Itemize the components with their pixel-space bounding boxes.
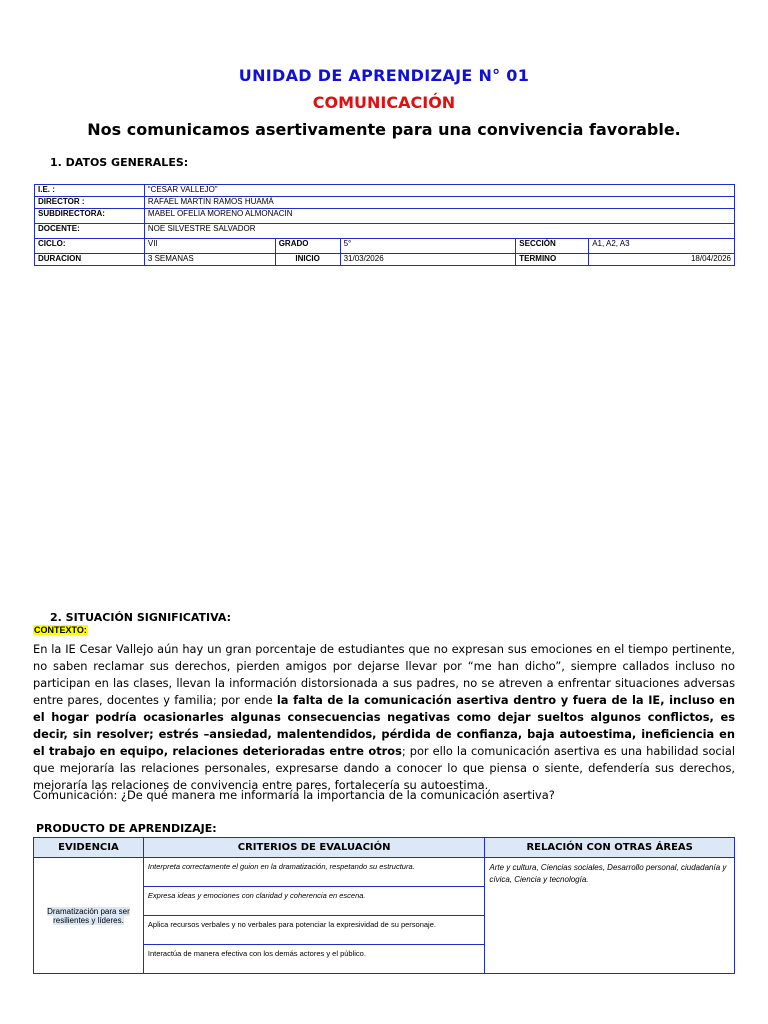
guiding-question: Comunicación: ¿De qué manera me informaría la importancia de la comunicación asertiva?	[33, 788, 555, 802]
director-value: RAFAEL MARTIN RAMOS HUAMÁ	[144, 197, 734, 209]
ciclo-label: CICLO:	[35, 239, 145, 254]
datos-generales-heading: 1. DATOS GENERALES:	[50, 156, 189, 169]
situacion-paragraph	[33, 641, 735, 794]
unit-title: UNIDAD DE APRENDIZAJE N° 01	[238, 66, 530, 85]
area-title: COMUNICACIÓN	[312, 93, 456, 112]
ie-value: “CESAR VALLEJO”	[144, 185, 734, 197]
subdirectora-label: SUBDIRECTORA:	[35, 209, 145, 224]
situacion-text-1: En la IE Cesar Vallejo aún hay un gran porcentaje de estudiantes que no expresan sus emociones en el tiempo pertinente, no saben reclamar sus derechos, pierden amigos por dejarse llevar por “me han dicho”, siempre callados incluso no participan en las clases, llevan la información distorsionada a sus padres, no se atreven a enfrentar situaciones adversas entre pares, docentes y familia; por ende	[33, 642, 735, 707]
evidencia-text: Dramatización para ser resilientes y líderes.	[47, 906, 130, 925]
criterio-item: Expresa ideas y emociones con claridad y coherencia en escena.	[143, 887, 484, 916]
unit-subtitle: Nos comunicamos asertivamente para una convivencia favorable.	[87, 120, 681, 139]
relacion-cell: Arte y cultura, Ciencias sociales, Desarrollo personal, ciudadanía y cívica, Ciencia y tecnología.	[485, 858, 735, 974]
duracion-value: 3 SEMANAS	[144, 254, 275, 266]
grado-value: 5°	[340, 239, 516, 254]
evidencia-cell	[34, 858, 144, 974]
termino-value: 18/04/2026	[589, 254, 735, 266]
director-label: DIRECTOR :	[35, 197, 145, 209]
docente-label: DOCENTE:	[35, 224, 145, 239]
criterio-item: Aplica recursos verbales y no verbales para potenciar la expresividad de su personaje.	[143, 916, 484, 945]
situacion-heading: 2. SITUACIÓN SIGNIFICATIVA:	[50, 611, 232, 624]
criterio-item: Interactúa de manera efectiva con los demás actores y el público.	[143, 945, 484, 974]
contexto-label: CONTEXTO:	[34, 625, 87, 635]
grado-label: GRADO	[275, 239, 340, 254]
subdirectora-value: MABEL OFELIA MORENO ALMONACIN	[144, 209, 734, 224]
evidencia-header: EVIDENCIA	[34, 838, 144, 858]
producto-heading: PRODUCTO DE APRENDIZAJE:	[36, 822, 217, 835]
criterios-header: CRITERIOS DE EVALUACIÓN	[143, 838, 484, 858]
producto-table	[33, 837, 735, 974]
termino-label: TERMINO	[516, 254, 589, 266]
relacion-header: RELACIÓN CON OTRAS ÁREAS	[485, 838, 735, 858]
datos-generales-table	[34, 184, 735, 266]
seccion-value: A1, A2, A3	[589, 239, 735, 254]
docente-value: NOE SILVESTRE SALVADOR	[144, 224, 734, 239]
inicio-label: INICIO	[275, 254, 340, 266]
ie-label: I.E. :	[35, 185, 145, 197]
seccion-label: SECCIÓN	[516, 239, 589, 254]
inicio-value: 31/03/2026	[340, 254, 516, 266]
ciclo-value: VII	[144, 239, 275, 254]
situacion-text-bold: la falta de la comunicación asertiva dentro y fuera de la IE, incluso en el hogar podría ocasionarles algunas consecuencias negativas como dejar sueltos algunos conflictos, es decir, sin resolver; estrés –ansiedad, malentendidos, pérdida de confianza, baja autoestima, ineficiencia en el trabajo en equipo, relaciones deterioradas entre otros	[33, 693, 735, 758]
duracion-label: DURACION	[35, 254, 145, 266]
criterio-item: Interpreta correctamente el guion en la dramatización, respetando su estructura.	[143, 858, 484, 887]
situacion-text-2: ; por ello la comunicación asertiva es una habilidad social que mejoraría las relaciones personales, expresarse dando a conocer lo que piensa o siente, defendería sus derechos, mejoraría las relaciones de convivencia entre pares, fortalecería su autoestima.	[33, 744, 735, 792]
